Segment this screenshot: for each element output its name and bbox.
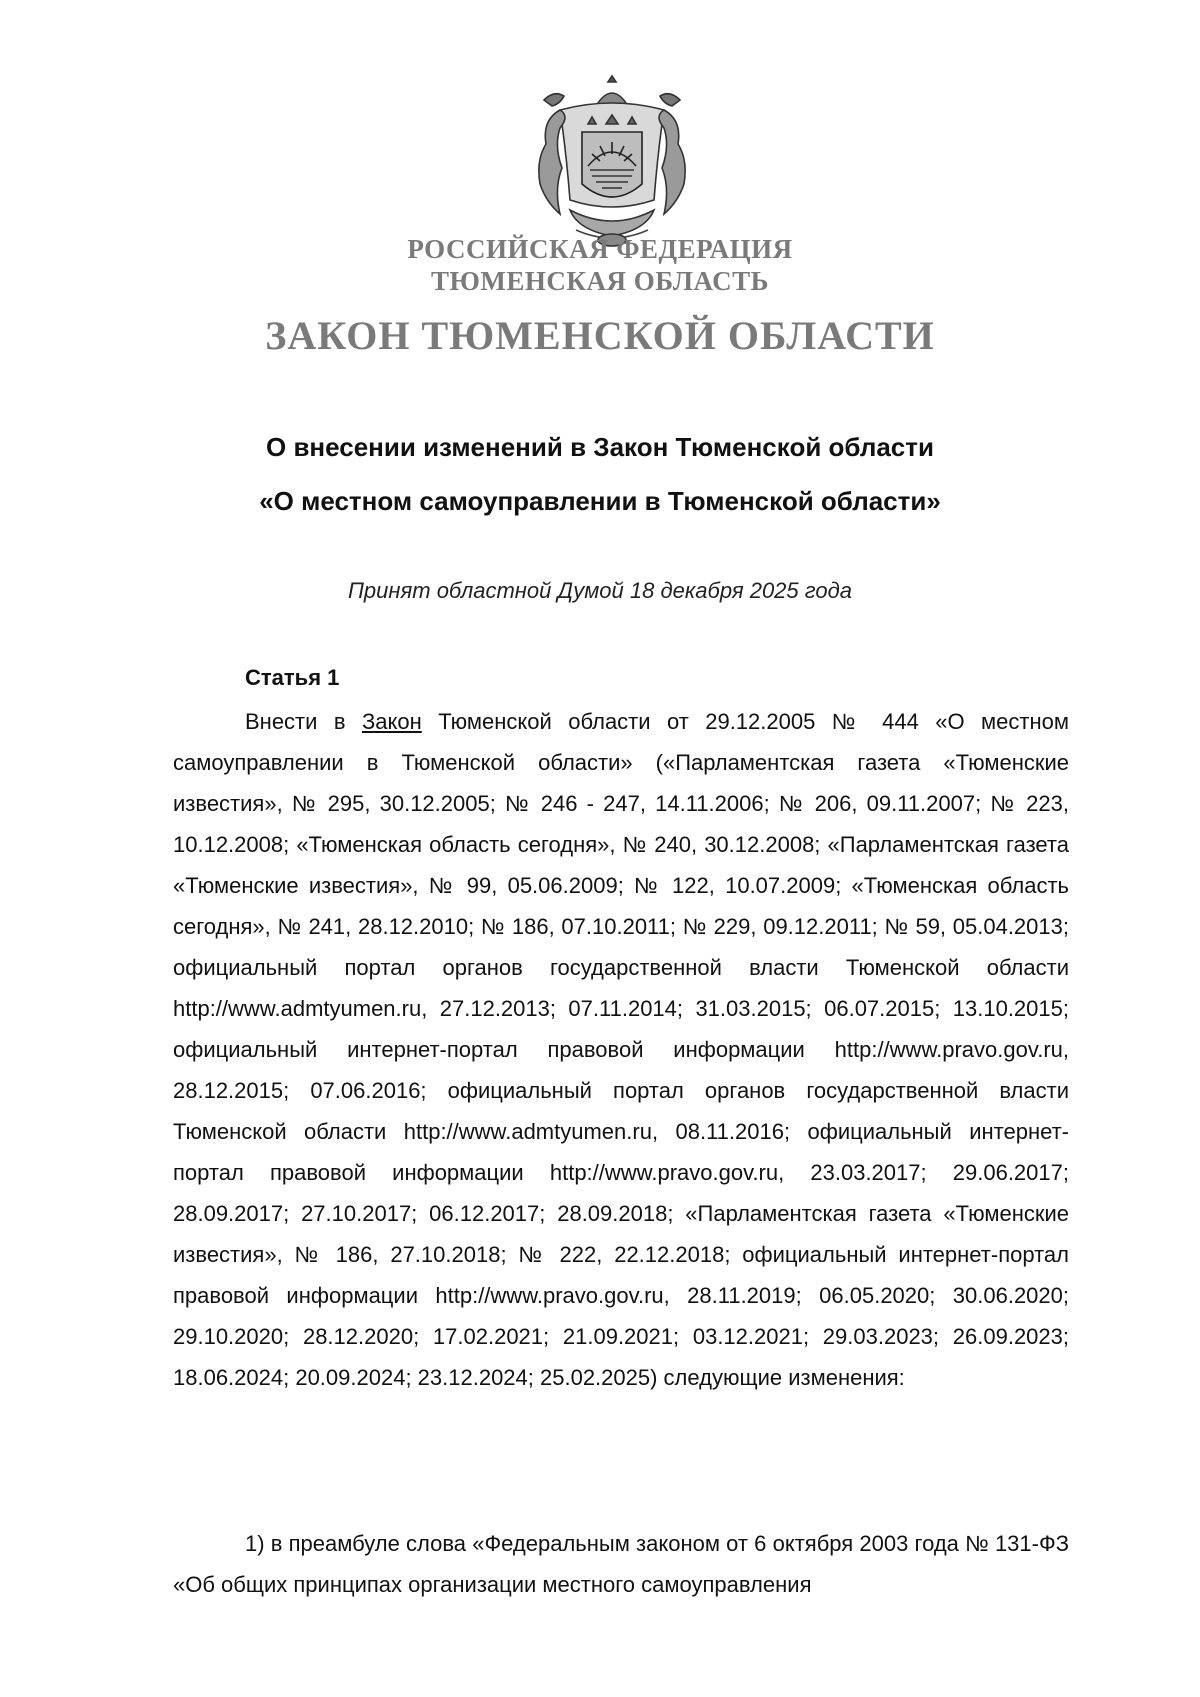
header-region: ТЮМЕНСКАЯ ОБЛАСТЬ — [430, 266, 770, 296]
adoption-note: Принят областной Думой 18 декабря 2025 года — [347, 578, 852, 603]
article-item-1: 1) в преамбуле слова «Федеральным законом от 6 октября 2003 года № 131-ФЗ «Об общих принципах организации местного самоуправления — [173, 1531, 1069, 1597]
law-link[interactable]: Закон — [361, 709, 422, 734]
paragraph-prefix: Внести в — [245, 709, 362, 734]
law-title-line-2: «О местном самоуправлении в Тюменской области» — [259, 486, 941, 516]
header-country: РОССИЙСКАЯ ФЕДЕРАЦИЯ — [407, 234, 793, 264]
article-paragraph-1 — [173, 701, 1069, 1398]
tyumen-coat-of-arms-icon — [530, 70, 695, 252]
article-heading: Статья 1 — [245, 665, 340, 690]
header-doc-type: ЗАКОН ТЮМЕНСКОЙ ОБЛАСТИ — [265, 313, 935, 358]
law-title-line-1: О внесении изменений в Закон Тюменской области — [266, 432, 934, 462]
paragraph-text: Тюменской области от 29.12.2005 № 444 «О местном самоуправлении в Тюменской области» («Парламентская газета «Тюменские известия», № 295, 30.12.2005; № 246 - 247, 14.11.2006; № 206, 09.11.2007; № 223, 10.12.2008; «Тюменская область сегодня», № 240, 30.12.2008; «Парламентская газета «Тюменские известия», № 99, 05.06.2009; № 122, 10.07.2009; «Тюменская область сегодня», № 241, 28.12.2010; № 186, 07.10.2011; № 229, 09.12.2011; № 59, 05.04.2013; официальный портал органов государственной власти Тюменской области http://www.admtyumen.ru, 27.12.2013; 07.11.2014; 31.03.2015; 06.07.2015; 13.10.2015; официальный интернет-портал правовой информации http://www.pravo.gov.ru, 28.12.2015; 07.06.2016; официальный портал органов государственной власти Тюменской области http://www.admtyumen.ru, 08.11.2016; официальный интернет-портал правовой информации http://www.pravo.gov.ru, 23.03.2017; 29.06.2017; 28.09.2017; 27.10.2017; 06.12.2017; 28.09.2018; «Парламентская газета «Тюменские известия», № 186, 27.10.2018; № 222, 22.12.2018; официальный интернет-портал правовой информации http://www.pravo.gov.ru, 28.11.2019; 06.05.2020; 30.06.2020; 29.10.2020; 28.12.2020; 17.02.2021; 21.09.2021; 03.12.2021; 29.03.2023; 26.09.2023; 18.06.2024; 20.09.2024; 23.12.2024; 25.02.2025) следующие изменения: — [173, 709, 1069, 1390]
